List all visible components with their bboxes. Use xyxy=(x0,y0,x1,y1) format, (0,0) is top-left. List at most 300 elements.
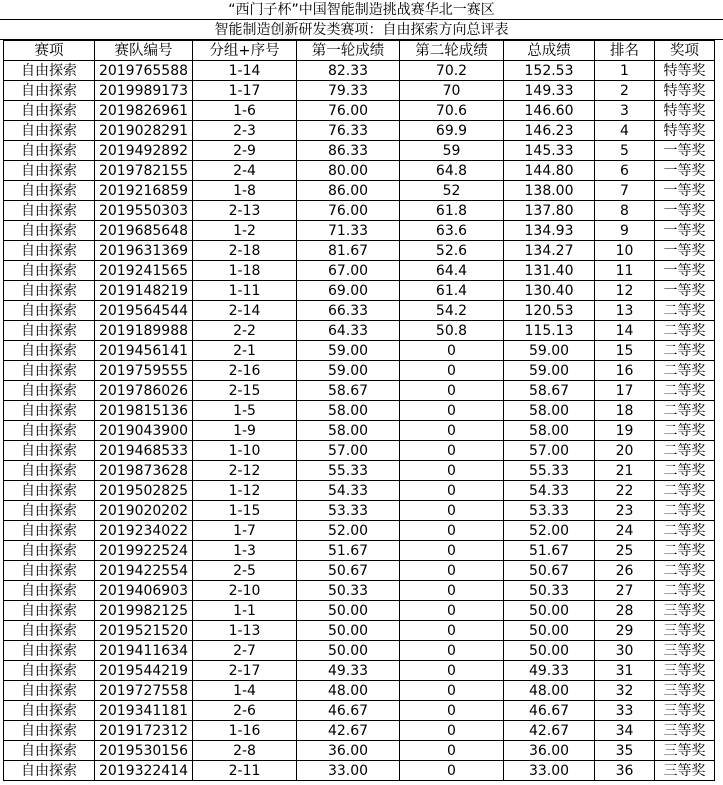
rank-cell: 32 xyxy=(595,681,655,701)
event-cell: 自由探索 xyxy=(4,501,95,521)
round2-cell: 0 xyxy=(400,581,504,601)
group-seq-cell: 2-5 xyxy=(193,561,297,581)
table-row xyxy=(4,521,715,541)
total-cell: 55.33 xyxy=(504,461,595,481)
total-cell: 54.33 xyxy=(504,481,595,501)
round1-cell: 58.00 xyxy=(297,421,400,441)
round2-cell: 64.4 xyxy=(400,261,504,281)
group-seq-cell: 2-1 xyxy=(193,341,297,361)
total-cell: 137.80 xyxy=(504,201,595,221)
round2-cell: 0 xyxy=(400,621,504,641)
column-header-round1: 第一轮成绩 xyxy=(297,41,400,61)
group-seq-cell: 2-12 xyxy=(193,461,297,481)
rank-cell: 26 xyxy=(595,561,655,581)
event-cell: 自由探索 xyxy=(4,741,95,761)
total-cell: 52.00 xyxy=(504,521,595,541)
table-row xyxy=(4,381,715,401)
total-cell: 51.67 xyxy=(504,541,595,561)
event-cell: 自由探索 xyxy=(4,601,95,621)
round1-cell: 59.00 xyxy=(297,341,400,361)
round1-cell: 86.00 xyxy=(297,181,400,201)
group-seq-cell: 2-16 xyxy=(193,361,297,381)
team-id-cell: 2019502825 xyxy=(95,481,193,501)
team-id-cell: 2019216859 xyxy=(95,181,193,201)
event-cell: 自由探索 xyxy=(4,381,95,401)
event-cell: 自由探索 xyxy=(4,221,95,241)
group-seq-cell: 1-17 xyxy=(193,81,297,101)
round2-cell: 0 xyxy=(400,521,504,541)
event-cell: 自由探索 xyxy=(4,621,95,641)
total-cell: 130.40 xyxy=(504,281,595,301)
rank-cell: 10 xyxy=(595,241,655,261)
round1-cell: 50.33 xyxy=(297,581,400,601)
round2-cell: 0 xyxy=(400,761,504,781)
round1-cell: 58.00 xyxy=(297,401,400,421)
round1-cell: 82.33 xyxy=(297,61,400,81)
rank-cell: 11 xyxy=(595,261,655,281)
total-cell: 58.00 xyxy=(504,421,595,441)
round2-cell: 0 xyxy=(400,681,504,701)
team-id-cell: 2019521520 xyxy=(95,621,193,641)
event-cell: 自由探索 xyxy=(4,421,95,441)
header-row xyxy=(4,41,715,61)
event-cell: 自由探索 xyxy=(4,361,95,381)
group-seq-cell: 1-4 xyxy=(193,681,297,701)
total-cell: 50.00 xyxy=(504,641,595,661)
round1-cell: 53.33 xyxy=(297,501,400,521)
group-seq-cell: 1-9 xyxy=(193,421,297,441)
total-cell: 50.67 xyxy=(504,561,595,581)
group-seq-cell: 1-8 xyxy=(193,181,297,201)
group-seq-cell: 1-7 xyxy=(193,521,297,541)
team-id-cell: 2019422554 xyxy=(95,561,193,581)
team-id-cell: 2019631369 xyxy=(95,241,193,261)
rank-cell: 8 xyxy=(595,201,655,221)
table-row xyxy=(4,641,715,661)
team-id-cell: 2019727558 xyxy=(95,681,193,701)
award-cell: 二等奖 xyxy=(655,581,715,601)
team-id-cell: 2019043900 xyxy=(95,421,193,441)
team-id-cell: 2019241565 xyxy=(95,261,193,281)
event-cell: 自由探索 xyxy=(4,401,95,421)
round1-cell: 46.67 xyxy=(297,701,400,721)
rank-cell: 23 xyxy=(595,501,655,521)
rank-cell: 24 xyxy=(595,521,655,541)
group-seq-cell: 2-18 xyxy=(193,241,297,261)
award-cell: 特等奖 xyxy=(655,81,715,101)
total-cell: 146.60 xyxy=(504,101,595,121)
table-row xyxy=(4,221,715,241)
award-cell: 一等奖 xyxy=(655,261,715,281)
event-cell: 自由探索 xyxy=(4,661,95,681)
event-cell: 自由探索 xyxy=(4,121,95,141)
group-seq-cell: 1-14 xyxy=(193,61,297,81)
event-cell: 自由探索 xyxy=(4,181,95,201)
round1-cell: 57.00 xyxy=(297,441,400,461)
total-cell: 57.00 xyxy=(504,441,595,461)
event-cell: 自由探索 xyxy=(4,481,95,501)
rank-cell: 36 xyxy=(595,761,655,781)
group-seq-cell: 1-16 xyxy=(193,721,297,741)
round2-cell: 0 xyxy=(400,461,504,481)
rank-cell: 15 xyxy=(595,341,655,361)
table-row xyxy=(4,621,715,641)
total-cell: 49.33 xyxy=(504,661,595,681)
round2-cell: 0 xyxy=(400,361,504,381)
table-row xyxy=(4,721,715,741)
award-cell: 三等奖 xyxy=(655,601,715,621)
award-cell: 二等奖 xyxy=(655,321,715,341)
team-id-cell: 2019759555 xyxy=(95,361,193,381)
table-row xyxy=(4,701,715,721)
column-header-round2: 第二轮成绩 xyxy=(400,41,504,61)
group-seq-cell: 1-5 xyxy=(193,401,297,421)
sheet-subtitle: 智能制造创新研发类赛项：自由探索方向总评表 xyxy=(0,20,723,40)
rank-cell: 17 xyxy=(595,381,655,401)
table-row xyxy=(4,61,715,81)
table-row xyxy=(4,161,715,181)
team-id-cell: 2019411634 xyxy=(95,641,193,661)
event-cell: 自由探索 xyxy=(4,561,95,581)
round1-cell: 52.00 xyxy=(297,521,400,541)
award-cell: 二等奖 xyxy=(655,361,715,381)
table-body xyxy=(4,61,715,781)
team-id-cell: 2019406903 xyxy=(95,581,193,601)
rank-cell: 9 xyxy=(595,221,655,241)
round2-cell: 70.6 xyxy=(400,101,504,121)
award-cell: 二等奖 xyxy=(655,521,715,541)
award-cell: 一等奖 xyxy=(655,241,715,261)
group-seq-cell: 2-9 xyxy=(193,141,297,161)
award-cell: 二等奖 xyxy=(655,561,715,581)
award-cell: 三等奖 xyxy=(655,681,715,701)
rank-cell: 6 xyxy=(595,161,655,181)
rank-cell: 5 xyxy=(595,141,655,161)
column-header-event: 赛项 xyxy=(4,41,95,61)
column-header-award: 奖项 xyxy=(655,41,715,61)
team-id-cell: 2019873628 xyxy=(95,461,193,481)
award-cell: 二等奖 xyxy=(655,481,715,501)
award-cell: 二等奖 xyxy=(655,341,715,361)
total-cell: 115.13 xyxy=(504,321,595,341)
round1-cell: 50.00 xyxy=(297,601,400,621)
round2-cell: 0 xyxy=(400,701,504,721)
rank-cell: 12 xyxy=(595,281,655,301)
team-id-cell: 2019172312 xyxy=(95,721,193,741)
team-id-cell: 2019826961 xyxy=(95,101,193,121)
group-seq-cell: 1-6 xyxy=(193,101,297,121)
group-seq-cell: 1-15 xyxy=(193,501,297,521)
round2-cell: 0 xyxy=(400,501,504,521)
team-id-cell: 2019530156 xyxy=(95,741,193,761)
award-cell: 一等奖 xyxy=(655,201,715,221)
table-row xyxy=(4,121,715,141)
event-cell: 自由探索 xyxy=(4,581,95,601)
rank-cell: 29 xyxy=(595,621,655,641)
award-cell: 三等奖 xyxy=(655,641,715,661)
table-row xyxy=(4,561,715,581)
total-cell: 50.00 xyxy=(504,621,595,641)
round1-cell: 49.33 xyxy=(297,661,400,681)
award-cell: 三等奖 xyxy=(655,661,715,681)
total-cell: 48.00 xyxy=(504,681,595,701)
table-row xyxy=(4,661,715,681)
award-cell: 二等奖 xyxy=(655,541,715,561)
round2-cell: 0 xyxy=(400,341,504,361)
event-cell: 自由探索 xyxy=(4,101,95,121)
round1-cell: 67.00 xyxy=(297,261,400,281)
round1-cell: 33.00 xyxy=(297,761,400,781)
team-id-cell: 2019989173 xyxy=(95,81,193,101)
team-id-cell: 2019544219 xyxy=(95,661,193,681)
total-cell: 134.93 xyxy=(504,221,595,241)
round1-cell: 58.67 xyxy=(297,381,400,401)
total-cell: 33.00 xyxy=(504,761,595,781)
table-row xyxy=(4,321,715,341)
team-id-cell: 2019322414 xyxy=(95,761,193,781)
group-seq-cell: 1-18 xyxy=(193,261,297,281)
total-cell: 58.67 xyxy=(504,381,595,401)
team-id-cell: 2019028291 xyxy=(95,121,193,141)
group-seq-cell: 2-15 xyxy=(193,381,297,401)
total-cell: 134.27 xyxy=(504,241,595,261)
round2-cell: 63.6 xyxy=(400,221,504,241)
award-cell: 一等奖 xyxy=(655,181,715,201)
team-id-cell: 2019564544 xyxy=(95,301,193,321)
event-cell: 自由探索 xyxy=(4,61,95,81)
table-row xyxy=(4,481,715,501)
award-cell: 三等奖 xyxy=(655,721,715,741)
team-id-cell: 2019922524 xyxy=(95,541,193,561)
rank-cell: 31 xyxy=(595,661,655,681)
total-cell: 146.23 xyxy=(504,121,595,141)
event-cell: 自由探索 xyxy=(4,301,95,321)
round2-cell: 0 xyxy=(400,401,504,421)
round2-cell: 0 xyxy=(400,741,504,761)
group-seq-cell: 1-11 xyxy=(193,281,297,301)
round2-cell: 70.2 xyxy=(400,61,504,81)
award-cell: 特等奖 xyxy=(655,101,715,121)
table-row xyxy=(4,341,715,361)
rank-cell: 16 xyxy=(595,361,655,381)
rank-cell: 21 xyxy=(595,461,655,481)
award-cell: 一等奖 xyxy=(655,281,715,301)
total-cell: 144.80 xyxy=(504,161,595,181)
rank-cell: 28 xyxy=(595,601,655,621)
award-cell: 二等奖 xyxy=(655,441,715,461)
column-header-rank: 排名 xyxy=(595,41,655,61)
round2-cell: 69.9 xyxy=(400,121,504,141)
award-cell: 特等奖 xyxy=(655,121,715,141)
round1-cell: 50.00 xyxy=(297,641,400,661)
round2-cell: 0 xyxy=(400,381,504,401)
round2-cell: 52.6 xyxy=(400,241,504,261)
round2-cell: 52 xyxy=(400,181,504,201)
rank-cell: 25 xyxy=(595,541,655,561)
round2-cell: 70 xyxy=(400,81,504,101)
event-cell: 自由探索 xyxy=(4,441,95,461)
award-cell: 一等奖 xyxy=(655,221,715,241)
team-id-cell: 2019685648 xyxy=(95,221,193,241)
team-id-cell: 2019020202 xyxy=(95,501,193,521)
group-seq-cell: 1-2 xyxy=(193,221,297,241)
rank-cell: 13 xyxy=(595,301,655,321)
group-seq-cell: 2-2 xyxy=(193,321,297,341)
award-cell: 一等奖 xyxy=(655,141,715,161)
event-cell: 自由探索 xyxy=(4,281,95,301)
rank-cell: 27 xyxy=(595,581,655,601)
rank-cell: 19 xyxy=(595,421,655,441)
group-seq-cell: 2-3 xyxy=(193,121,297,141)
round1-cell: 50.00 xyxy=(297,621,400,641)
round1-cell: 76.00 xyxy=(297,201,400,221)
total-cell: 50.00 xyxy=(504,601,595,621)
table-row xyxy=(4,421,715,441)
round2-cell: 50.8 xyxy=(400,321,504,341)
event-cell: 自由探索 xyxy=(4,681,95,701)
total-cell: 53.33 xyxy=(504,501,595,521)
round1-cell: 50.67 xyxy=(297,561,400,581)
total-cell: 50.33 xyxy=(504,581,595,601)
award-cell: 二等奖 xyxy=(655,501,715,521)
group-seq-cell: 1-10 xyxy=(193,441,297,461)
award-cell: 一等奖 xyxy=(655,161,715,181)
award-cell: 三等奖 xyxy=(655,741,715,761)
group-seq-cell: 1-3 xyxy=(193,541,297,561)
round2-cell: 0 xyxy=(400,441,504,461)
round1-cell: 55.33 xyxy=(297,461,400,481)
team-id-cell: 2019456141 xyxy=(95,341,193,361)
event-cell: 自由探索 xyxy=(4,81,95,101)
round1-cell: 79.33 xyxy=(297,81,400,101)
table-row xyxy=(4,141,715,161)
event-cell: 自由探索 xyxy=(4,161,95,181)
round1-cell: 54.33 xyxy=(297,481,400,501)
award-cell: 二等奖 xyxy=(655,401,715,421)
column-header-total: 总成绩 xyxy=(504,41,595,61)
round2-cell: 0 xyxy=(400,481,504,501)
table-row xyxy=(4,201,715,221)
team-id-cell: 2019982125 xyxy=(95,601,193,621)
event-cell: 自由探索 xyxy=(4,701,95,721)
table-row xyxy=(4,741,715,761)
team-id-cell: 2019189988 xyxy=(95,321,193,341)
round1-cell: 64.33 xyxy=(297,321,400,341)
event-cell: 自由探索 xyxy=(4,341,95,361)
table-row xyxy=(4,761,715,781)
round1-cell: 69.00 xyxy=(297,281,400,301)
table-row xyxy=(4,501,715,521)
team-id-cell: 2019492892 xyxy=(95,141,193,161)
rank-cell: 14 xyxy=(595,321,655,341)
event-cell: 自由探索 xyxy=(4,641,95,661)
column-header-team-id: 赛队编号 xyxy=(95,41,193,61)
event-cell: 自由探索 xyxy=(4,261,95,281)
rank-cell: 18 xyxy=(595,401,655,421)
table-row xyxy=(4,281,715,301)
award-cell: 三等奖 xyxy=(655,621,715,641)
round2-cell: 64.8 xyxy=(400,161,504,181)
event-cell: 自由探索 xyxy=(4,201,95,221)
round1-cell: 71.33 xyxy=(297,221,400,241)
table-row xyxy=(4,301,715,321)
table-row xyxy=(4,181,715,201)
round1-cell: 76.00 xyxy=(297,101,400,121)
event-cell: 自由探索 xyxy=(4,721,95,741)
round2-cell: 54.2 xyxy=(400,301,504,321)
rank-cell: 22 xyxy=(595,481,655,501)
table-row xyxy=(4,101,715,121)
table-row xyxy=(4,81,715,101)
round1-cell: 51.67 xyxy=(297,541,400,561)
round2-cell: 0 xyxy=(400,661,504,681)
event-cell: 自由探索 xyxy=(4,521,95,541)
table-row xyxy=(4,601,715,621)
group-seq-cell: 2-17 xyxy=(193,661,297,681)
award-cell: 二等奖 xyxy=(655,301,715,321)
total-cell: 59.00 xyxy=(504,361,595,381)
rank-cell: 20 xyxy=(595,441,655,461)
rank-cell: 7 xyxy=(595,181,655,201)
table-row xyxy=(4,581,715,601)
round2-cell: 0 xyxy=(400,421,504,441)
event-cell: 自由探索 xyxy=(4,541,95,561)
column-header-group-seq: 分组+序号 xyxy=(193,41,297,61)
total-cell: 145.33 xyxy=(504,141,595,161)
table-row xyxy=(4,541,715,561)
total-cell: 46.67 xyxy=(504,701,595,721)
total-cell: 58.00 xyxy=(504,401,595,421)
award-cell: 三等奖 xyxy=(655,761,715,781)
table-row xyxy=(4,681,715,701)
round2-cell: 0 xyxy=(400,561,504,581)
round1-cell: 42.67 xyxy=(297,721,400,741)
group-seq-cell: 1-12 xyxy=(193,481,297,501)
table-row xyxy=(4,441,715,461)
team-id-cell: 2019341181 xyxy=(95,701,193,721)
round1-cell: 86.33 xyxy=(297,141,400,161)
group-seq-cell: 2-6 xyxy=(193,701,297,721)
total-cell: 149.33 xyxy=(504,81,595,101)
round2-cell: 0 xyxy=(400,541,504,561)
team-id-cell: 2019765588 xyxy=(95,61,193,81)
round2-cell: 61.8 xyxy=(400,201,504,221)
team-id-cell: 2019468533 xyxy=(95,441,193,461)
round1-cell: 59.00 xyxy=(297,361,400,381)
team-id-cell: 2019148219 xyxy=(95,281,193,301)
total-cell: 131.40 xyxy=(504,261,595,281)
team-id-cell: 2019782155 xyxy=(95,161,193,181)
round2-cell: 0 xyxy=(400,601,504,621)
award-cell: 二等奖 xyxy=(655,421,715,441)
total-cell: 152.53 xyxy=(504,61,595,81)
rank-cell: 33 xyxy=(595,701,655,721)
table-row xyxy=(4,361,715,381)
total-cell: 59.00 xyxy=(504,341,595,361)
group-seq-cell: 2-10 xyxy=(193,581,297,601)
team-id-cell: 2019815136 xyxy=(95,401,193,421)
rank-cell: 30 xyxy=(595,641,655,661)
round1-cell: 80.00 xyxy=(297,161,400,181)
round1-cell: 48.00 xyxy=(297,681,400,701)
team-id-cell: 2019234022 xyxy=(95,521,193,541)
event-cell: 自由探索 xyxy=(4,321,95,341)
award-cell: 二等奖 xyxy=(655,381,715,401)
total-cell: 42.67 xyxy=(504,721,595,741)
award-cell: 二等奖 xyxy=(655,461,715,481)
group-seq-cell: 2-13 xyxy=(193,201,297,221)
group-seq-cell: 2-14 xyxy=(193,301,297,321)
